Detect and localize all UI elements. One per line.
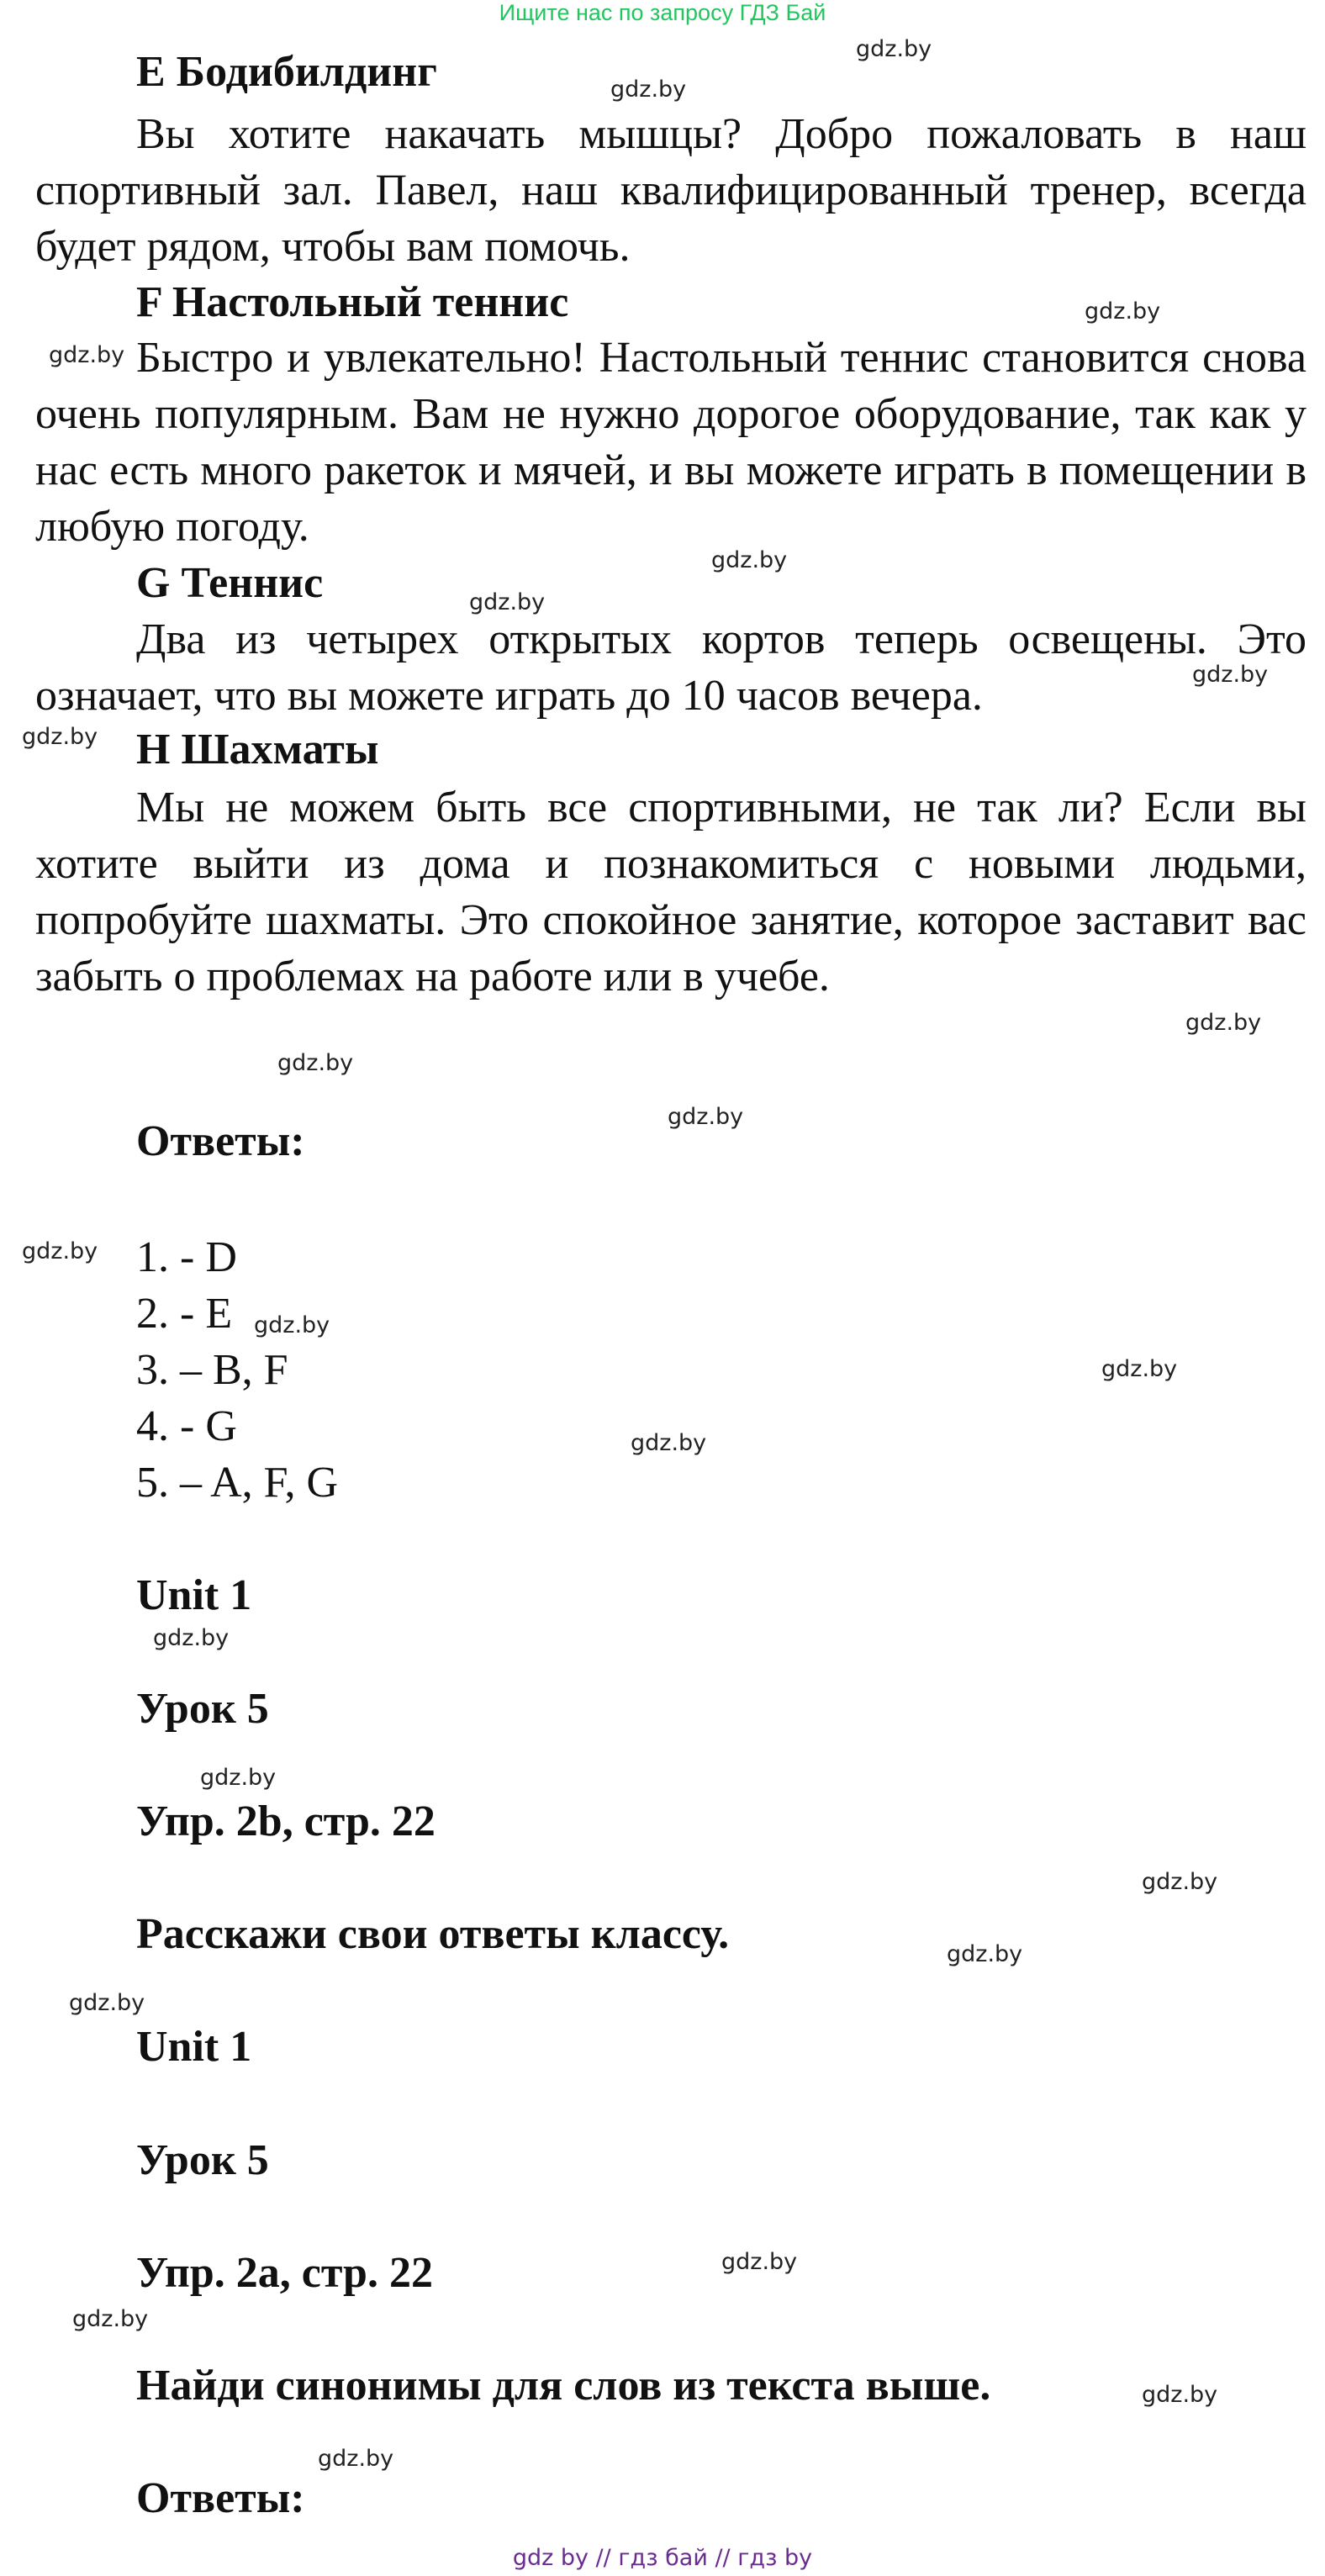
watermark: gdz.by xyxy=(22,724,98,750)
watermark: gdz.by xyxy=(69,1990,145,2016)
answer-item: 1. - D xyxy=(136,1233,237,1281)
watermark: gdz.by xyxy=(1142,1869,1218,1895)
block2-exercise: Упр. 2a, стр. 22 xyxy=(136,2249,433,2297)
watermark: gdz.by xyxy=(277,1050,354,1076)
watermark: gdz.by xyxy=(1142,2382,1218,2408)
top-banner[interactable]: Ищите нас по запросу ГДЗ Бай xyxy=(499,0,826,25)
section-e-text: Вы хотите накачать мышцы? Добро пожаловать в наш спортивный зал. Павел, наш квалифицированный тренер, всегда будет рядом, чтобы вам помочь. xyxy=(35,110,1307,271)
watermark: gdz.by xyxy=(631,1430,707,1456)
watermark: gdz.by xyxy=(856,36,932,62)
answer-item: 4. - G xyxy=(136,1402,237,1450)
section-e-title: E Бодибилдинг xyxy=(136,48,437,96)
watermark: gdz.by xyxy=(254,1312,330,1338)
watermark: gdz.by xyxy=(22,1238,98,1264)
footer-links[interactable]: gdz by // гдз бай // гдз by xyxy=(512,2545,813,2571)
answer-item: 5. – A, F, G xyxy=(136,1459,338,1507)
watermark: gdz.by xyxy=(469,589,546,615)
block1-unit: Unit 1 xyxy=(136,1571,252,1619)
watermark: gdz.by xyxy=(153,1625,230,1651)
block1-lesson: Урок 5 xyxy=(136,1685,269,1733)
block1-task: Расскажи свои ответы классу. xyxy=(136,1910,730,1958)
watermark: gdz.by xyxy=(947,1941,1023,1967)
block2-unit: Unit 1 xyxy=(136,2023,252,2071)
watermark: gdz.by xyxy=(49,342,125,368)
watermark: gdz.by xyxy=(711,547,788,573)
answer-item: 3. – B, F xyxy=(136,1346,288,1394)
watermark: gdz.by xyxy=(200,1765,277,1791)
watermark: gdz.by xyxy=(668,1104,744,1130)
watermark: gdz.by xyxy=(318,2446,394,2472)
section-g-text: Два из четырех открытых кортов теперь освещены. Это означает, что вы можете играть до 10 часов вечера. xyxy=(35,615,1307,720)
answers-heading: Ответы: xyxy=(136,1117,305,1165)
section-g-title: G Теннис xyxy=(136,559,324,607)
watermark: gdz.by xyxy=(1085,298,1161,325)
block2-task: Найди синонимы для слов из текста выше. xyxy=(136,2362,991,2410)
block1-exercise: Упр. 2b, стр. 22 xyxy=(136,1797,436,1845)
watermark: gdz.by xyxy=(721,2249,798,2275)
watermark: gdz.by xyxy=(1101,1356,1178,1382)
watermark: gdz.by xyxy=(72,2306,149,2332)
section-h-title: H Шахматы xyxy=(136,726,379,773)
answer-item: 2. - E xyxy=(136,1290,233,1338)
section-f-title: F Настольный теннис xyxy=(136,278,569,326)
section-f-text: Быстро и увлекательно! Настольный теннис становится снова очень популярным. Вам не нужно дорогое оборудование, так как у нас есть много ракеток и мячей, и вы можете играть в помещении в любую погоду. xyxy=(35,334,1307,551)
watermark: gdz.by xyxy=(610,77,687,103)
block2-lesson: Урок 5 xyxy=(136,2136,269,2184)
watermark: gdz.by xyxy=(1192,662,1269,688)
section-h-text: Мы не можем быть все спортивными, не так ли? Если вы хотите выйти из дома и познакомиться с новыми людьми, попробуйте шахматы. Это спокойное занятие, которое заставит вас забыть о проблемах на работе или в учебе. xyxy=(35,784,1307,1000)
watermark: gdz.by xyxy=(1185,1010,1262,1036)
block2-answers-heading: Ответы: xyxy=(136,2474,305,2522)
